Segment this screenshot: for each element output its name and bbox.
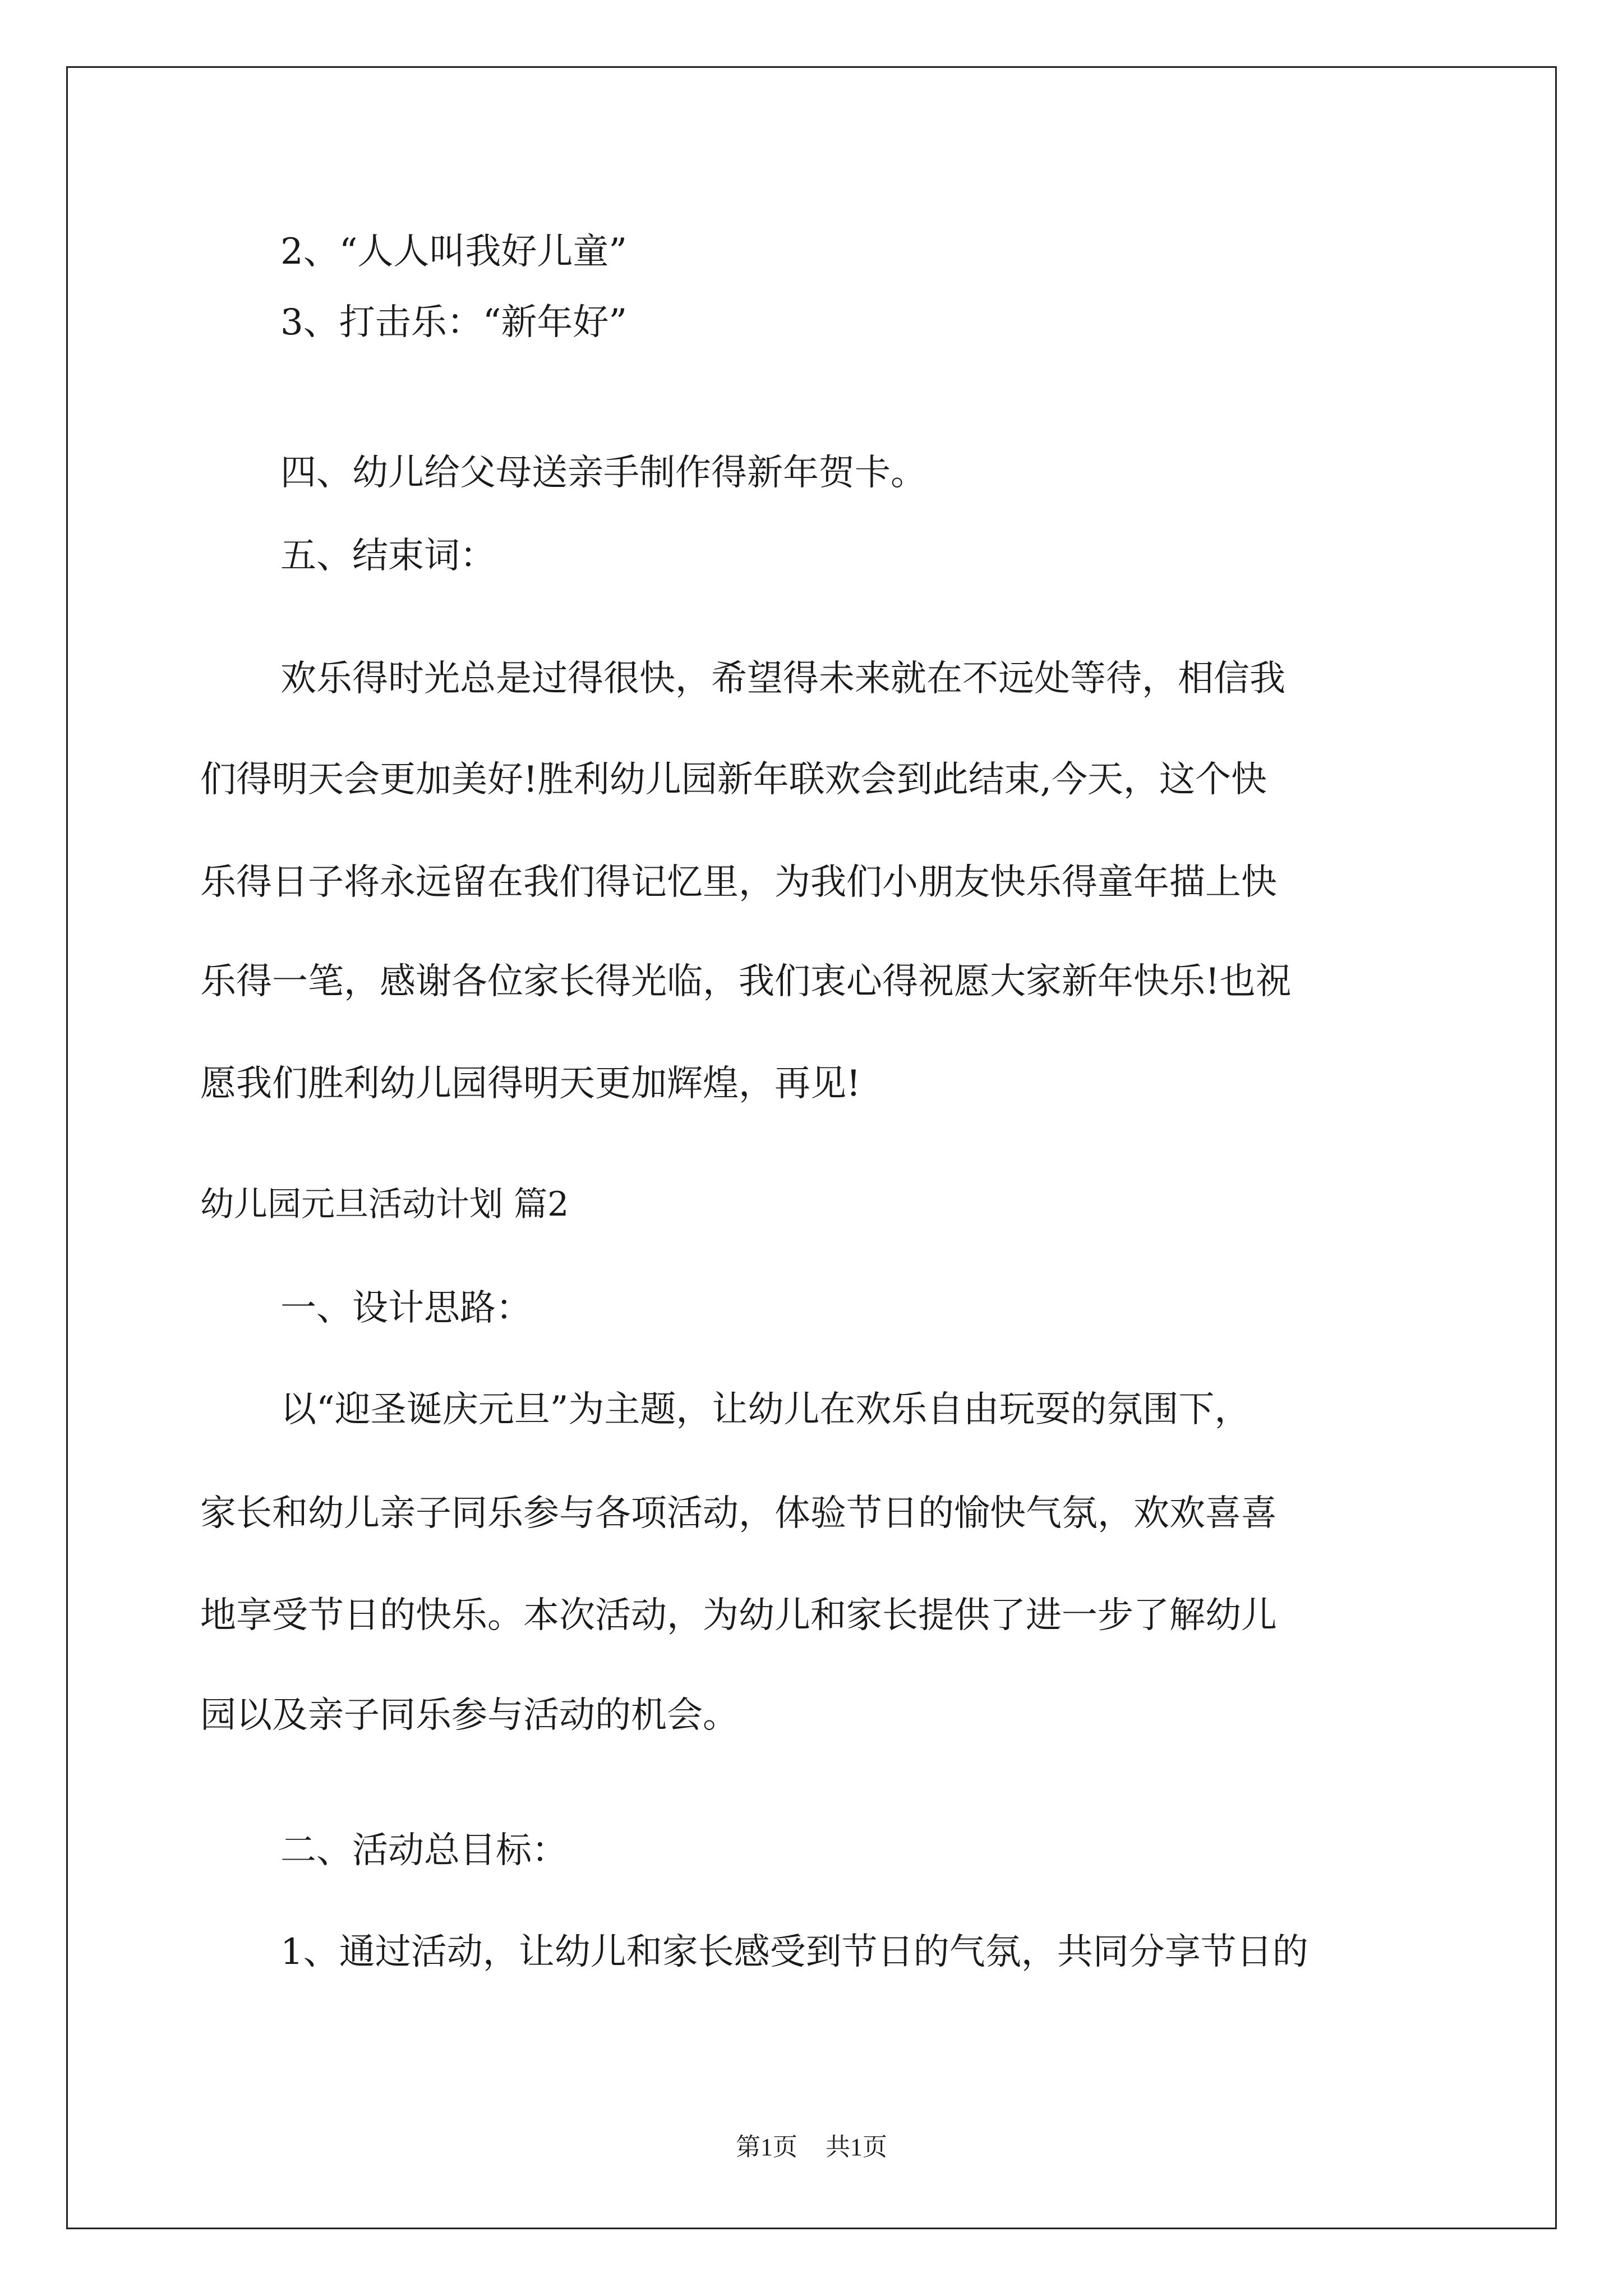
paragraph-line: 园以及亲子同乐参与活动的机会。 [200,1695,739,1736]
page-border [66,66,1557,2229]
section-two-heading: 二、活动总目标： [280,1830,568,1871]
section-title: 幼儿园元旦活动计划 篇2 [200,1185,569,1224]
paragraph-line: 以“迎圣诞庆元旦”为主题，让幼儿在欢乐自由玩耍的氛围下， [280,1389,1251,1430]
paragraph-line: 欢乐得时光总是过得很快，希望得未来就在不远处等待，相信我 [280,658,1285,700]
paragraph-line: 愿我们胜利幼儿园得明天更加辉煌，再见! [200,1063,861,1105]
section-five-heading: 五、结束词： [280,535,496,577]
paragraph-line: 1、通过活动，让幼儿和家长感受到节日的气氛，共同分享节日的 [280,1931,1308,1973]
paragraph-line: 乐得一笔，感谢各位家长得光临，我们衷心得祝愿大家新年快乐!也祝 [200,961,1292,1002]
list-item-3: 3、打击乐：“新年好” [280,302,628,343]
page-footer [0,2131,1623,2164]
paragraph-line: 们得明天会更加美好!胜利幼儿园新年联欢会到此结束,今天，这个快 [200,759,1267,800]
paragraph-line: 地享受节日的快乐。本次活动，为幼儿和家长提供了进一步了解幼儿 [200,1595,1277,1636]
list-item-2: 2、“人人叫我好儿童” [280,231,628,273]
section-one-heading: 一、设计思路： [280,1287,532,1329]
paragraph-line: 家长和幼儿亲子同乐参与各项活动，体验节日的愉快气氛，欢欢喜喜 [200,1493,1277,1534]
page-total: 共1页 [826,2133,887,2161]
page-number: 第1页 [736,2133,797,2161]
paragraph-line: 乐得日子将永远留在我们得记忆里，为我们小朋友快乐得童年描上快 [200,862,1277,903]
section-four: 四、幼儿给父母送亲手制作得新年贺卡。 [280,452,926,494]
